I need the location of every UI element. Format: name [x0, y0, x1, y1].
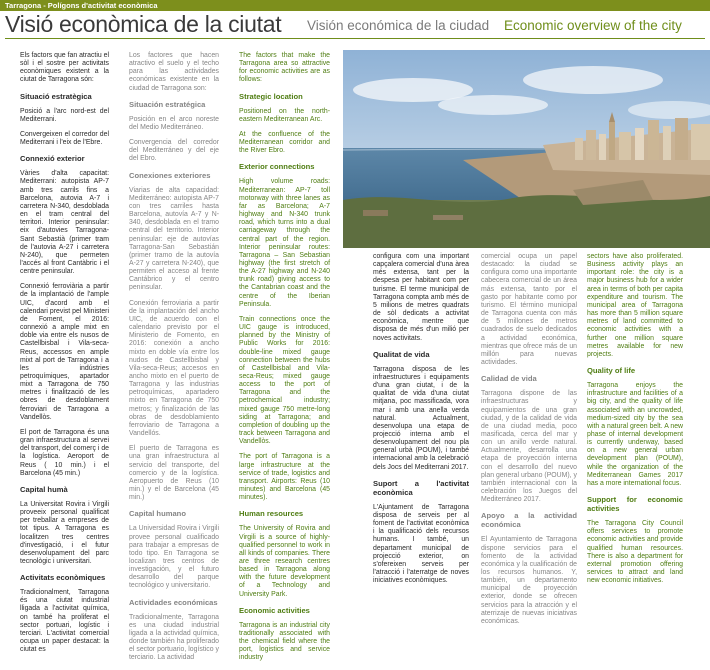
ca-paragraph: El port de Tarragona és una gran infraestructura al servei del transport, del comerç i de la logística. Aeroport de Reus ( 10 min.) i el Barcelona (45 min.) [20, 428, 109, 477]
en-paragraph: sectors have also proliferated. Business activity plays an important role: the city is a major business hub for a wider area in terms of both per capita expenditure and tourism. The municipal area of Tarragona has more than 5 million square metres of land committed to economic activities with a further one million square metres available for new projects. [587, 253, 683, 358]
en-paragraph: The University of Rovira and Virgili is a source of highly-qualified personnel to work in all kinds of companies. There are three research centres based in Tarragona along with the future development of a Technology and University Park. [239, 525, 330, 598]
es-paragraph: La Universidad Rovira i Virgili provee personal cualificado para trabajar a empresas de todo tipo. En Tarragona se localizan tres centros de investigación, y el futuro desarrollo del parque tecnológico y universitario. [129, 525, 219, 590]
es-heading-activities: Actividades económicas [129, 597, 218, 607]
en-heading-strategic: Strategic location [239, 91, 303, 101]
ca-heading-strategic: Situació estratègica [20, 91, 92, 101]
en-paragraph: The port of Tarragona is a large infrastructure at the service of trade, logistics and transport. Airports: Reus (10 minutes) and Barcelona (45 minutes). [239, 453, 330, 502]
ca-heading-human: Capital humà [20, 484, 68, 494]
es-heading-quality: Calidad de vida [481, 374, 537, 384]
ca-paragraph: Tarragona disposa de les infraestructures i equipaments d'una gran ciutat, i de la qualitat de vida d'una ciutat mitjana, poc massificada, vora mar i amb una anella verda natural. Actualment, desenvolupa una etapa de projecció interna amb el desenvolupament del nou pla general urbà (POUM), i també internacional amb la celebració dels Jocs del Mediterrani 2017. [373, 365, 469, 471]
title-divider [5, 38, 705, 39]
es-intro: Los factores que hacen atractivo el suelo y el techo para las actividades económicas existente en la ciudad de Tarragona son: [129, 52, 219, 92]
es-heading-connections: Conexiones exteriores [129, 170, 211, 180]
title-bar [0, 11, 710, 38]
catalan-column-top [20, 52, 109, 661]
en-paragraph: At the confluence of the Mediterranean corridor and the River Ebro. [239, 130, 330, 155]
title-english: Economic overview of the city [504, 18, 682, 33]
ca-intro: Els factors que fan atractiu el sòl i el sostre per activitats econòmiques existent a la ciutat de Tarragona són: [20, 52, 109, 84]
en-heading-activities: Economic activities [239, 605, 310, 615]
ca-paragraph: Posició a l'arc nord-est del Mediterrani. [20, 107, 109, 123]
en-paragraph: The Tarragona City Council offers services to promote economic activities and provide qualified human resources. There is also a department for external promotion offering services to attract and land new economic initiatives. [587, 520, 683, 585]
ca-paragraph: Convergeixen el corredor del Mediterrani i l'eix de l'Ebre. [20, 130, 109, 147]
en-heading-connections: Exterior connections [239, 162, 315, 172]
es-paragraph: Posición en el arco noreste del Medio Mediterráneo. [129, 115, 219, 131]
es-heading-human: Capital humano [129, 509, 186, 519]
spanish-column-bottom [481, 253, 577, 633]
english-column-bottom [587, 253, 683, 592]
ca-heading-quality: Qualitat de vida [373, 349, 430, 359]
es-paragraph: comercial ocupa un papel destacado: la ciudad se configura como una importante cabecera comercial de un área más extensa, tanto por el gasto por habitante como por turismo. El término municipal de Tarragona cuenta con más de 5 millones de metros cuadrados de suelo dedicados a actividad económica, mientras que ofrece más de un millón para nuevas actividades. [481, 253, 577, 367]
section-bar [0, 0, 710, 11]
es-heading-support: Apoyo a la actividad económica [481, 511, 577, 530]
ca-heading-activities: Activitats econòmiques [20, 573, 106, 583]
ca-paragraph: configura com una important capçalera comercial d'una àrea més extensa, tant per la despesa per habitant com per turisme. El terme municipal de Tarragona compta amb més de 5 milions de metres quadrats de sòl dedicats a activitat econòmica, mentre que disposa de més d'un milió per noves activitats. [373, 253, 469, 342]
ca-heading-connections: Connexió exterior [20, 154, 85, 164]
ca-paragraph: L'Ajuntament de Tarragona disposa de serveis per al foment de l'activitat econòmica i la qualificació dels recursos humans. I també, un departament municipal de projecció exterior, on s'ofereixen serveis per l'atracció i l'aterratge de noves iniciatives econòmiques. [373, 503, 469, 585]
en-paragraph: High volume roads: Mediterranean: AP-7 toll motorway with three lanes as far as Barcelona; A-7 highway and N-340 trunk road, which turns into a dual carriageway through the central part of the region. Interior peninsular routes: Tarragona – San Sebastian highway (the first stretch of the A-27 highway and N-240 trunk road) giving access to the Cantabrian coast and the centre of the Iberian Peninsula. [239, 178, 330, 308]
section-label: Tarragona - Polígons d'activitat econòmica [5, 1, 158, 10]
en-paragraph: Tarragona enjoys the infrastructure and facilities of a big city, and the quality of life associated with an uncrowded, medium-sized city by the sea with a natural green belt. A new phase of internal development is currently underway, based on a new general urban development plan (POUM), while the organization of the Mediterranean Games 2017 has a more international focus. [587, 382, 683, 487]
es-paragraph: Convergencia del corredor del Mediterráneo y del eje del Ebro. [129, 139, 219, 163]
es-paragraph: Viarias de alta capacidad: Mediterráneo: autopista AP-7 con tres carriles hasta Barcelona, autovía A-7 y N-340, desdoblada en el tramo central del territorio. Interior peninsular: eje de autovías Tarragona-San Sebastián (primer tramo de la autovía A-27 y carretera N-240), que permiten el acceso al frente Cantábrico y el centro peninsular. [129, 186, 219, 292]
en-heading-support: Support for economic activities [587, 495, 683, 514]
ca-heading-support: Suport a l'activitat econòmica [373, 478, 469, 497]
es-paragraph: El Ayuntamiento de Tarragona dispone servicios para el fomento de la actividad económica y la cualificación de los recursos humanos. Y, también, un departamento municipal de proyección exterior, donde se ofrecen servicios para la atracción y el aterrizaje de nuevas iniciativas económicas. [481, 536, 577, 625]
en-paragraph: Tarragona is an industrial city traditionally associated with the chemical field where the port, logistics and service industry [239, 621, 330, 662]
spanish-column-top [129, 52, 219, 670]
ca-paragraph: Vàries d'alta capacitat: Mediterrani: autopista AP-7 amb tres carrils fins a Barcelona, autovia A-7 i carretera N-340, desdoblada en el tram central del territori. Interior peninsular: eix d'autovies Tarragona-Sant Sebastià (primer tram de l'autovia A-27 i carretera N-240), que permeten l'accés al front Cantàbric i el centre peninsular. [20, 170, 109, 276]
title-catalan: Visió econòmica de la ciutat [5, 11, 282, 37]
title-spanish: Visión económica de la ciudad [307, 18, 490, 33]
english-column-top [239, 52, 330, 670]
ca-paragraph: Connexió ferroviària a partir de la implantació de l'ample UIC, d'acord amb el calendari previst pel Ministeri de Foment, el 2016: connexió a ample mixt en doble via entre els nusos de Castellbisbal i Vila-seca-Reus, accessos en ample mixt al port de Tarragona i a les indústries petroquímiques, apartador mixt a Tarragona de 750 metres i finalització de les obres de desdoblament ferroviari de Tarragona a Vandellòs. [20, 283, 109, 421]
tarragona-photo [343, 50, 710, 248]
en-heading-human: Human resources [239, 509, 304, 519]
en-paragraph: Train connections once the UIC gauge is introduced, planned by the Ministry of Public Works for 2016: double-line mixed gauge connection between the hubs of Castellbisbal and Vila-seca-Reus; mixed gauge access to the port of Tarragona and the petrochemical industry; mixed gauge 750 metre-long siding at Tarragona; and completion of doubling up the track between Tarragona and Vandellòs. [239, 315, 330, 446]
es-paragraph: Tradicionalmente, Tarragona es una ciudad industrial ligada a la actividad química, donde también ha proliferado el sector portuario, logístico y terciario. La actividad [129, 613, 219, 662]
ca-paragraph: Tradicionalment, Tarragona és una ciutat industrial lligada a l'activitat química, on també ha proliferat el sector portuari, logístic i terciari. L'activitat comercial ocupa un paper destacat: la ciutat es [20, 589, 109, 654]
es-heading-strategic: Situación estratégica [129, 99, 206, 109]
en-intro: The factors that make the Tarragona area so attractive for economic activities are as follows: [239, 52, 330, 84]
ca-paragraph: La Universitat Rovira i Virgili proveeix personal qualificat per treballar a empreses de tot tipus. A Tarragona es localitzen tres centres d'investigació, i el futur desenvolupament del parc tecnològic i universitari. [20, 500, 109, 565]
es-paragraph: Tarragona dispone de las infraestructuras y equipamientos de una gran ciudad, y de la calidad de vida de una ciudad media, poco masificada, cerca del mar y con un anillo verde natural. Actualmente, desarrolla una etapa de proyección interna con el desarrollo del nuevo plan general urbano (POUM), y también internacional con la celebración los Juegos del Mediterráneo 2017. [481, 390, 577, 504]
en-paragraph: Positioned on the north-eastern Mediterranean Arc. [239, 107, 330, 123]
es-paragraph: El puerto de Tarragona es una gran infraestructura al servicio del transporte, del comercio y de la logística. Aeropuerto de Reus (10 min.) y el de Barcelona (45 min.) [129, 445, 219, 502]
es-paragraph: Conexión ferroviaria a partir de la implantación del ancho UIC, de acuerdo con el calendario previsto por el Ministerio de Fomento, en 2016: conexión a ancho mixto en doble vía entre los nudos de Castellbisbal y Vila-seca-Reus; accesos en ancho mixto en el puerto de Tarragona y las industrias petroquímicas, apartadero mixto en Tarragona de 750 metros; y finalización de las obras de desdoblamiento ferroviario de Tarragona a Vandellós. [129, 299, 219, 438]
catalan-column-bottom [373, 253, 469, 592]
en-heading-quality: Quality of life [587, 366, 636, 376]
